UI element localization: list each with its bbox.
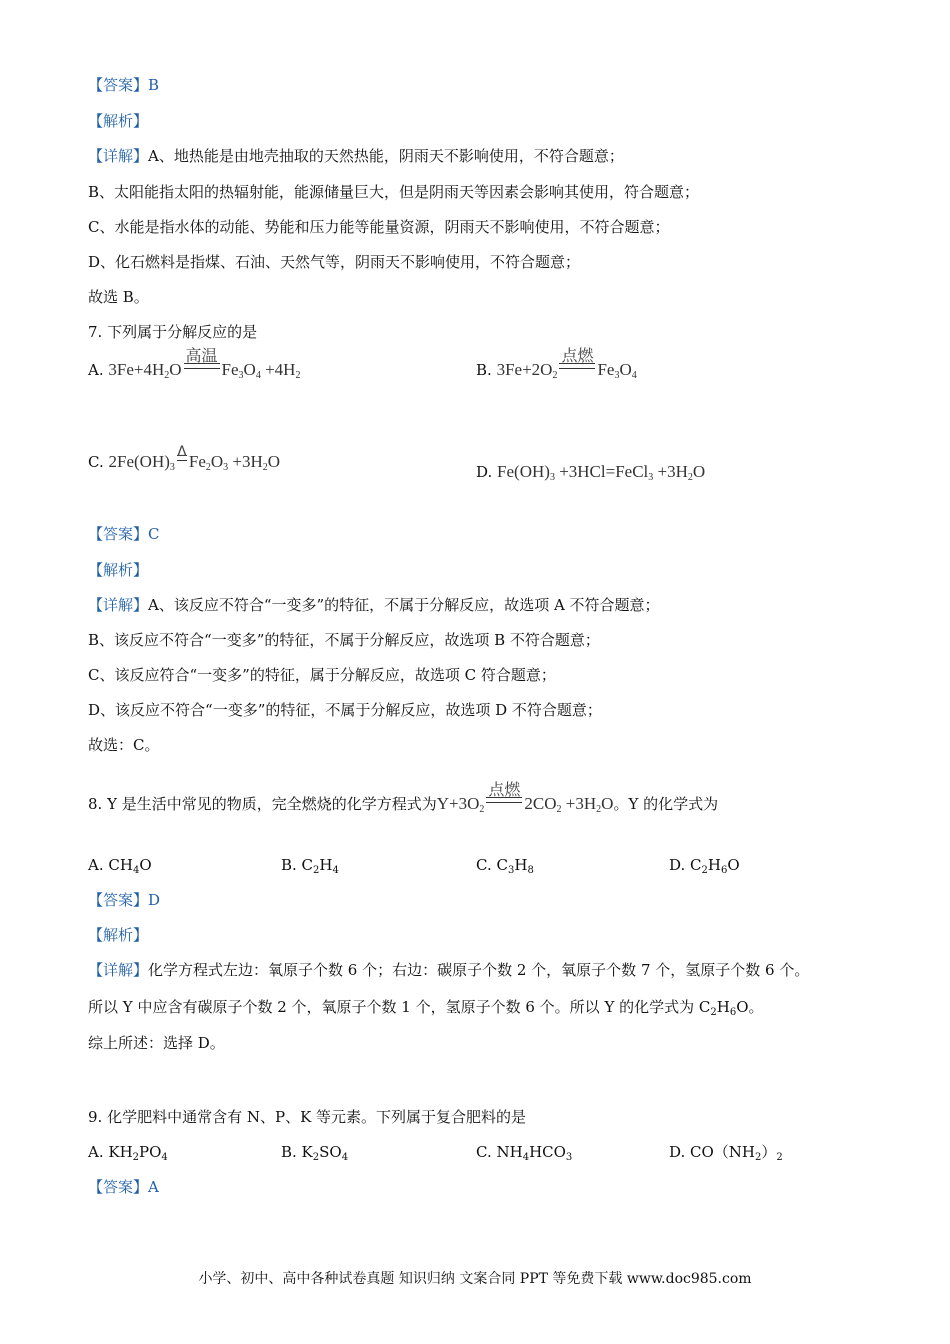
detail-label: 【详解】 bbox=[88, 147, 149, 165]
equation-c: $2Fe(OH)_3$ Δ $Fe_2O_3 +3H_2O$ bbox=[108, 444, 281, 473]
option-d bbox=[476, 462, 705, 482]
option-label: B. bbox=[476, 361, 492, 379]
conclusion: 故选 B。 bbox=[88, 288, 149, 306]
detail-line-c: C、该反应符合“一变多”的特征，属于分解反应，故选项 C 符合题意； bbox=[88, 666, 556, 684]
conclusion: 故选：C。 bbox=[88, 736, 160, 754]
question-text: 8. Y 是生活中常见的物质，完全燃烧的化学方程式为 bbox=[88, 795, 437, 813]
detail-text: A、地热能是由地壳抽取的天然热能，阴雨天不影响使用，不符合题意； bbox=[148, 147, 624, 165]
detail-text: 化学方程式左边：氧原子个数 6 个；右边：碳原子个数 2 个，氧原子个数 7 个，氢原子个数 6 个。 bbox=[148, 961, 810, 979]
option-b: B. $C_2H_4$ bbox=[281, 856, 339, 876]
option-c: C. $NH_4HCO_3$ bbox=[476, 1143, 573, 1163]
answer-label: 【答案】C bbox=[88, 525, 160, 543]
question-text: 。Y 的化学式为 bbox=[613, 795, 719, 813]
equation-y: $Y+3O_2$ 点燃 $2CO_2 +3H_2O$ bbox=[436, 780, 614, 815]
option-a bbox=[88, 346, 301, 381]
option-b bbox=[476, 346, 637, 381]
detail-label: 【详解】 bbox=[88, 596, 149, 614]
summary: 综上所述：选择 D。 bbox=[88, 1034, 225, 1052]
equation-a: $3Fe+4H_2O$ 高温 $Fe_3O_4 +4H_2$ bbox=[108, 346, 301, 381]
option-c: C. $C_3H_8$ bbox=[476, 856, 534, 876]
detail-line-d: D、化石燃料是指煤、石油、天然气等，阴雨天不影响使用，不符合题意； bbox=[88, 253, 581, 271]
detail-label: 【详解】 bbox=[88, 961, 149, 979]
detail-line-a bbox=[88, 595, 660, 615]
answer-label: 【答案】B bbox=[88, 76, 160, 94]
equation-d: $Fe(OH)_3$ +3HCl=FeCl$_3$ $+3H_2O$ bbox=[497, 462, 706, 483]
option-a: A. $CH_4O$ bbox=[88, 856, 152, 876]
detail-line-1 bbox=[88, 960, 809, 980]
option-d: D. $C_2H_6O$ bbox=[669, 856, 740, 876]
detail-line-b: B、太阳能指太阳的热辐射能，能源储量巨大，但是阴雨天等因素会影响其使用，符合题意； bbox=[88, 183, 700, 201]
option-c bbox=[88, 444, 281, 473]
detail-text: 所以 Y 中应含有碳原子个数 2 个，氧原子个数 1 个，氢原子个数 6 个。所以 Y 的化学式为 C bbox=[88, 998, 711, 1016]
option-label: D. bbox=[476, 463, 493, 481]
analysis-label: 【解析】 bbox=[88, 561, 149, 579]
detail-line-2: 所以 Y 中应含有碳原子个数 2 个，氧原子个数 1 个，氢原子个数 6 个。所以 Y 的化学式为 $C_2H_6O$。 bbox=[88, 998, 764, 1018]
detail-text: A、该反应不符合“一变多”的特征，不属于分解反应，故选项 A 不符合题意； bbox=[148, 596, 660, 614]
question-7: 7. 下列属于分解反应的是 bbox=[88, 323, 258, 341]
option-d: D. $CO(NH_2)_2$ bbox=[669, 1143, 783, 1163]
question-8 bbox=[88, 780, 719, 815]
analysis-label: 【解析】 bbox=[88, 926, 149, 944]
option-b: B. $K_2SO_4$ bbox=[281, 1143, 349, 1163]
analysis-label: 【解析】 bbox=[88, 112, 149, 130]
detail-line-c: C、水能是指水体的动能、势能和压力能等能量资源，阴雨天不影响使用，不符合题意； bbox=[88, 218, 670, 236]
detail-line-b: B、该反应不符合“一变多”的特征，不属于分解反应，故选项 B 不符合题意； bbox=[88, 631, 600, 649]
reaction-condition: Δ bbox=[177, 444, 187, 460]
detail-line-a bbox=[88, 146, 624, 166]
answer-label: 【答案】A bbox=[88, 1178, 159, 1196]
reaction-condition: 点燃 bbox=[559, 360, 595, 380]
detail-line-d: D、该反应不符合“一变多”的特征，不属于分解反应，故选项 D 不符合题意； bbox=[88, 701, 602, 719]
option-a: A. $KH_2PO_4$ bbox=[88, 1143, 168, 1163]
equation-b: $3Fe+2O_2$ 点燃 $Fe_3O_4$ bbox=[496, 346, 637, 381]
page-footer: 小学、初中、高中各种试卷真题 知识归纳 文案合同 PPT 等免费下载 www.doc985.com bbox=[198, 1271, 752, 1287]
option-label: C. bbox=[88, 453, 104, 471]
option-label: A. bbox=[88, 361, 104, 379]
reaction-condition: 高温 bbox=[184, 360, 220, 380]
question-9: 9. 化学肥料中通常含有 N、P、K 等元素。下列属于复合肥料的是 bbox=[88, 1108, 527, 1126]
answer-label: 【答案】D bbox=[88, 891, 161, 909]
reaction-condition: 点燃 bbox=[486, 794, 522, 814]
